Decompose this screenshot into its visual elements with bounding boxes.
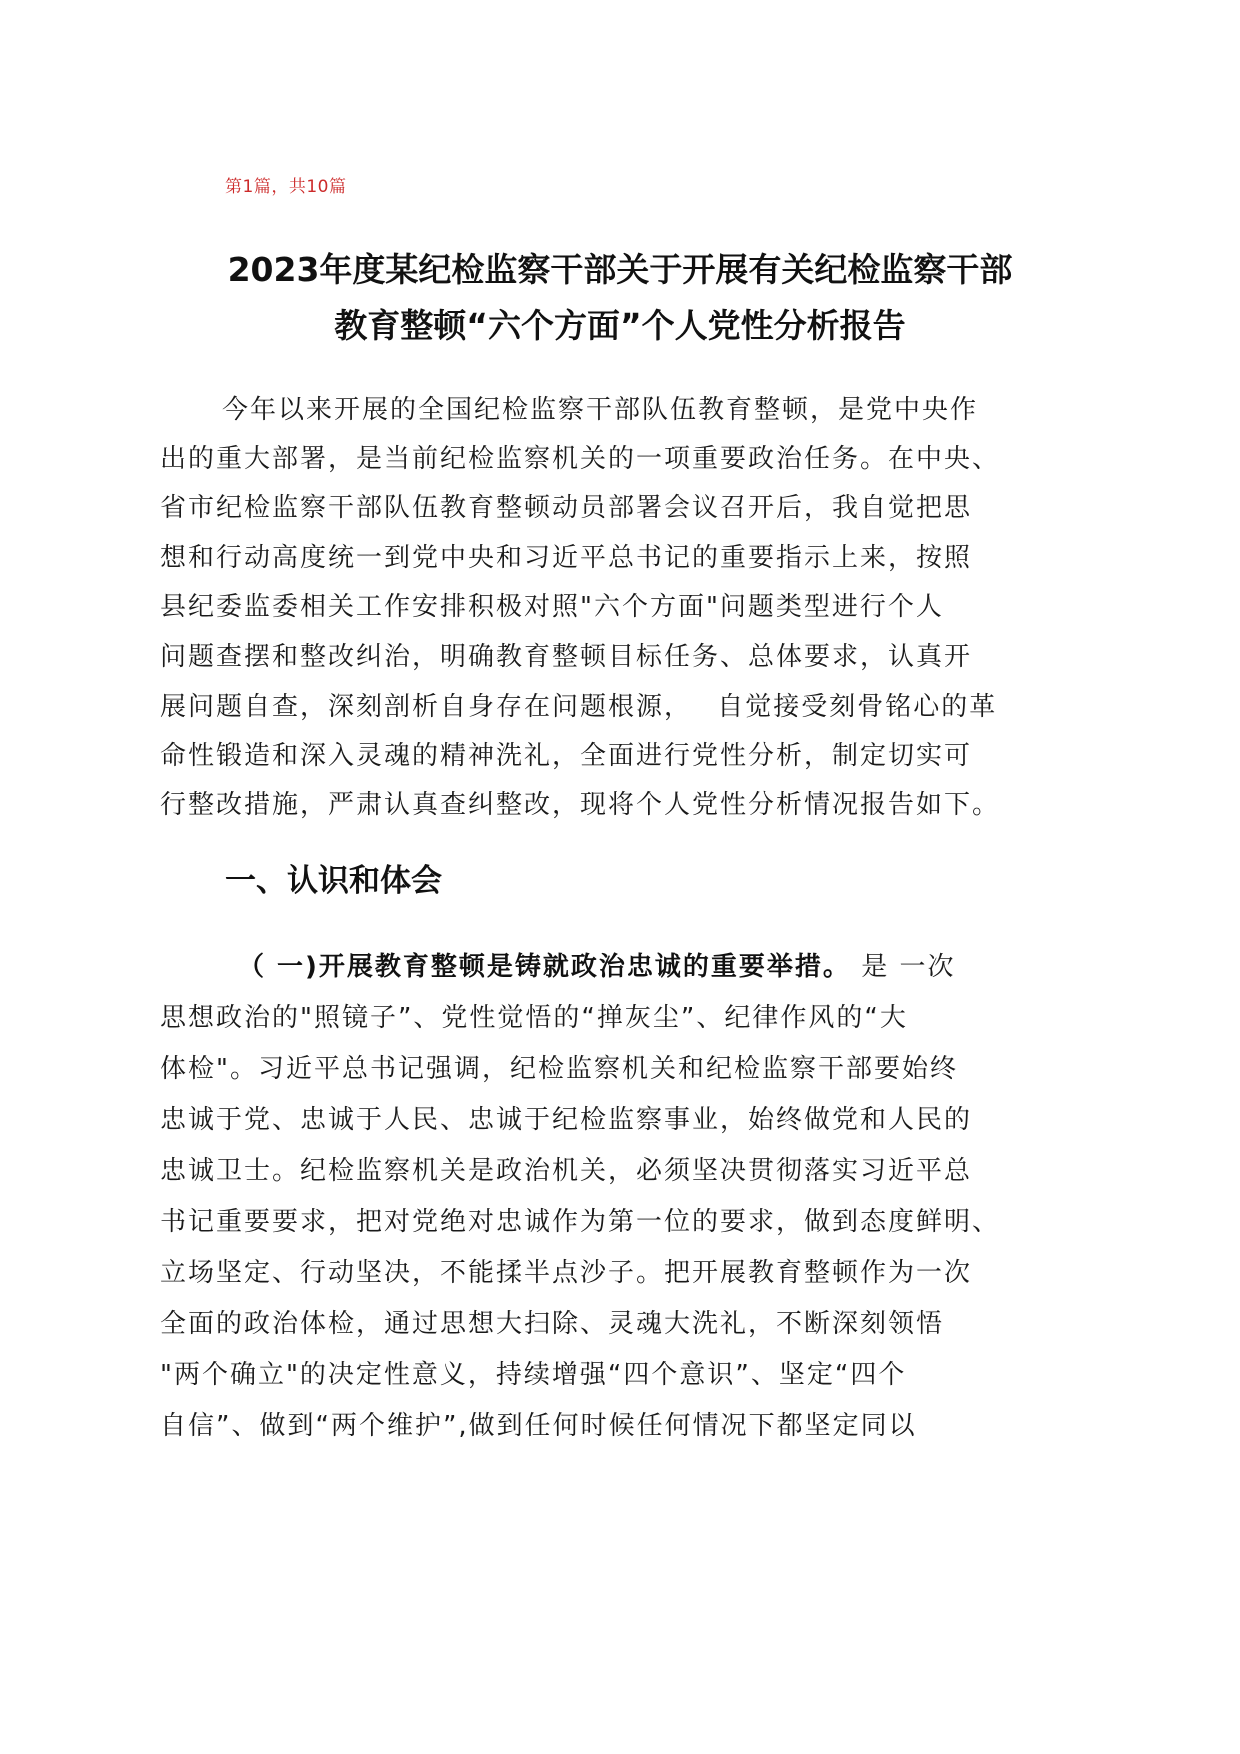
body-line: 忠诚卫士。纪检监察机关是政治机关，必须坚决贯彻落实习近平总 <box>160 1156 973 1186</box>
body-line: "两个确立"的决定性意义，持续增强“四个意识”、坚定“四个 <box>160 1360 907 1390</box>
body-line: 思想政治的"照镜子”、党性觉悟的“掸灰尘”、纪律作风的“大 <box>160 1003 908 1033</box>
intro-line: 命性锻造和深入灵魂的精神洗礼，全面进行党性分析，制定切实可 <box>160 741 973 771</box>
section-heading: 一、认识和体会 <box>225 863 442 899</box>
intro-line: 展问题自查，深刻剖析自身存在问题根源， 自觉接受刻骨铭心的革 <box>160 692 998 722</box>
document-title-line-1: 2023年度某纪检监察干部关于开展有关纪检监察干部 <box>227 250 1013 289</box>
body-line: 自信”、做到“两个维护”,做到任何时候任何情况下都坚定同以 <box>160 1411 917 1441</box>
body-line: 忠诚于党、忠诚于人民、忠诚于纪检监察事业，始终做党和人民的 <box>160 1105 973 1135</box>
subheading-line <box>238 946 1158 983</box>
intro-line: 今年以来开展的全国纪检监察干部队伍教育整顿，是党中央作 <box>222 395 979 425</box>
document-title-line-2: 教育整顿“六个方面”个人党性分析报告 <box>334 306 906 345</box>
intro-line: 省市纪检监察干部队伍教育整顿动员部署会议召开后，我自觉把思 <box>160 493 973 523</box>
body-line: 全面的政治体检，通过思想大扫除、灵魂大洗礼，不断深刻领悟 <box>160 1309 945 1339</box>
body-line: 书记重要要求，把对党绝对忠诚作为第一位的要求，做到态度鲜明、 <box>160 1207 1001 1237</box>
body-line: 体检"。习近平总书记强调，纪检监察机关和纪检监察干部要始终 <box>160 1054 958 1084</box>
intro-line: 问题查摆和整改纠治，明确教育整顿目标任务、总体要求，认真开 <box>160 642 973 672</box>
subheading-tail: 是 一次 <box>850 952 956 982</box>
document-counter: 第1篇，共10篇 <box>225 177 347 197</box>
intro-line: 出的重大部署，是当前纪检监察机关的一项重要政治任务。在中央、 <box>160 444 1001 474</box>
intro-line: 县纪委监委相关工作安排积极对照"六个方面"问题类型进行个人 <box>160 592 944 622</box>
intro-line: 行整改措施，严肃认真查纠整改，现将个人党性分析情况报告如下。 <box>160 790 1001 820</box>
subheading: （ 一)开展教育整顿是铸就政治忠诚的重要举措。 <box>238 952 851 982</box>
intro-line: 想和行动高度统一到党中央和习近平总书记的重要指示上来，按照 <box>160 543 973 573</box>
body-line: 立场坚定、行动坚决，不能揉半点沙子。把开展教育整顿作为一次 <box>160 1258 973 1288</box>
